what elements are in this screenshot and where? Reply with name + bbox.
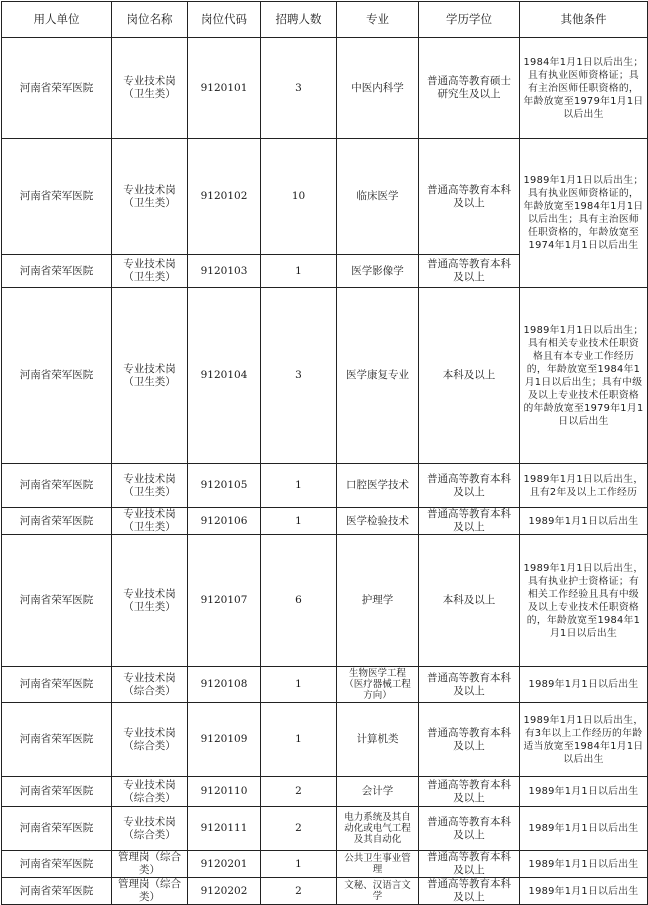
cell-post: 专业技术岗（综合类） bbox=[112, 703, 188, 777]
cell-count: 10 bbox=[261, 139, 337, 255]
cell-edu: 普通高等教育本科及以上 bbox=[419, 508, 520, 535]
recruitment-table bbox=[1, 1, 648, 905]
cell-major: 医学影像学 bbox=[337, 255, 419, 288]
cell-post: 管理岗（综合类） bbox=[112, 851, 188, 878]
cell-unit: 河南省荣军医院 bbox=[2, 288, 112, 464]
cell-count: 1 bbox=[261, 255, 337, 288]
cell-code: 9120101 bbox=[188, 38, 261, 139]
cell-count: 3 bbox=[261, 288, 337, 464]
cell-code: 9120104 bbox=[188, 288, 261, 464]
cell-code: 9120102 bbox=[188, 139, 261, 255]
cell-cond: 1989年1月1日以后出生 bbox=[520, 667, 648, 703]
cell-post: 专业技术岗（卫生类） bbox=[112, 139, 188, 255]
header-post: 岗位名称 bbox=[112, 2, 188, 38]
cell-unit: 河南省荣军医院 bbox=[2, 255, 112, 288]
cell-unit: 河南省荣军医院 bbox=[2, 667, 112, 703]
cell-count: 1 bbox=[261, 508, 337, 535]
header-code: 岗位代码 bbox=[188, 2, 261, 38]
cell-code: 9120103 bbox=[188, 255, 261, 288]
table-row bbox=[2, 667, 648, 703]
cell-count: 6 bbox=[261, 535, 337, 667]
cell-edu: 本科及以上 bbox=[419, 535, 520, 667]
table-row bbox=[2, 508, 648, 535]
cell-major: 计算机类 bbox=[337, 703, 419, 777]
cell-cond: 1989年1月1日以后出生 bbox=[520, 508, 648, 535]
cell-post: 专业技术岗（卫生类） bbox=[112, 255, 188, 288]
cell-edu: 普通高等教育本科及以上 bbox=[419, 703, 520, 777]
cell-code: 9120106 bbox=[188, 508, 261, 535]
table-row bbox=[2, 851, 648, 878]
cell-code: 9120202 bbox=[188, 878, 261, 905]
cell-post: 管理岗（综合类） bbox=[112, 878, 188, 905]
cell-post: 专业技术岗（卫生类） bbox=[112, 508, 188, 535]
cell-edu: 普通高等教育硕士研究生及以上 bbox=[419, 38, 520, 139]
cell-major: 电力系统及其自动化或电气工程及其自动化 bbox=[337, 807, 419, 851]
cell-count: 2 bbox=[261, 807, 337, 851]
header-row bbox=[2, 2, 648, 38]
cell-major: 中医内科学 bbox=[337, 38, 419, 139]
cell-count: 2 bbox=[261, 777, 337, 807]
cell-count: 1 bbox=[261, 667, 337, 703]
cell-edu: 普通高等教育本科及以上 bbox=[419, 777, 520, 807]
table-row bbox=[2, 878, 648, 905]
cell-unit: 河南省荣军医院 bbox=[2, 508, 112, 535]
cell-code: 9120107 bbox=[188, 535, 261, 667]
cell-edu: 普通高等教育本科及以上 bbox=[419, 851, 520, 878]
cell-unit: 河南省荣军医院 bbox=[2, 464, 112, 508]
cell-code: 9120108 bbox=[188, 667, 261, 703]
cell-major: 护理学 bbox=[337, 535, 419, 667]
cell-cond: 1989年1月1日以后出生 bbox=[520, 807, 648, 851]
cell-post: 专业技术岗（综合类） bbox=[112, 807, 188, 851]
cell-code: 9120105 bbox=[188, 464, 261, 508]
cell-major: 会计学 bbox=[337, 777, 419, 807]
cell-major: 临床医学 bbox=[337, 139, 419, 255]
cell-major: 生物医学工程（医疗器械工程方向） bbox=[337, 667, 419, 703]
cell-cond: 1989年1月1日以后出生 bbox=[520, 777, 648, 807]
header-unit: 用人单位 bbox=[2, 2, 112, 38]
cell-code: 9120201 bbox=[188, 851, 261, 878]
table-row bbox=[2, 535, 648, 667]
cell-post: 专业技术岗（卫生类） bbox=[112, 535, 188, 667]
table-row bbox=[2, 139, 648, 255]
cell-edu: 本科及以上 bbox=[419, 288, 520, 464]
cell-cond: 1989年1月1日以后出生；具有相关专业技术任职资格且有本专业工作经历的，年龄放宽至1984年1月1日以后出生；具有中级及以上专业技术任职资格的年龄放宽至1979年1月1日以后出生 bbox=[520, 288, 648, 464]
cell-unit: 河南省荣军医院 bbox=[2, 139, 112, 255]
table-row bbox=[2, 38, 648, 139]
cell-count: 1 bbox=[261, 851, 337, 878]
cell-edu: 普通高等教育本科及以上 bbox=[419, 464, 520, 508]
cell-unit: 河南省荣军医院 bbox=[2, 807, 112, 851]
cell-cond: 1989年1月1日以后出生，且有2年及以上工作经历 bbox=[520, 464, 648, 508]
cell-cond: 1989年1月1日以后出生，具有执业护士资格证；有相关工作经验且具有中级及以上专业技术任职资格的，年龄放宽至1984年1月1日以后出生 bbox=[520, 535, 648, 667]
cell-count: 1 bbox=[261, 464, 337, 508]
cell-cond: 1989年1月1日以后出生，有3年以上工作经历的年龄适当放宽至1984年1月1日以后出生 bbox=[520, 703, 648, 777]
cell-major: 医学康复专业 bbox=[337, 288, 419, 464]
cell-unit: 河南省荣军医院 bbox=[2, 878, 112, 905]
cell-post: 专业技术岗（卫生类） bbox=[112, 38, 188, 139]
cell-post: 专业技术岗（综合类） bbox=[112, 777, 188, 807]
table-row bbox=[2, 777, 648, 807]
cell-post: 专业技术岗（卫生类） bbox=[112, 464, 188, 508]
cell-unit: 河南省荣军医院 bbox=[2, 777, 112, 807]
cell-edu: 普通高等教育本科及以上 bbox=[419, 878, 520, 905]
table-row bbox=[2, 703, 648, 777]
cell-cond: 1984年1月1日以后出生；且有执业医师资格证；具有主治医师任职资格的，年龄放宽至1979年1月1日以后出生 bbox=[520, 38, 648, 139]
header-cond: 其他条件 bbox=[520, 2, 648, 38]
cell-unit: 河南省荣军医院 bbox=[2, 851, 112, 878]
cell-post: 专业技术岗（综合类） bbox=[112, 667, 188, 703]
cell-major: 文秘、汉语言文学 bbox=[337, 878, 419, 905]
cell-unit: 河南省荣军医院 bbox=[2, 38, 112, 139]
cell-edu: 普通高等教育本科及以上 bbox=[419, 255, 520, 288]
header-count: 招聘人数 bbox=[261, 2, 337, 38]
header-major: 专业 bbox=[337, 2, 419, 38]
cell-code: 9120109 bbox=[188, 703, 261, 777]
cell-cond: 1989年1月1日以后出生；具有执业医师资格证的，年龄放宽至1984年1月1日以后出生；具有主治医师任职资格的，年龄放宽至1974年1月1日以后出生 bbox=[520, 139, 648, 288]
table-row bbox=[2, 288, 648, 464]
cell-edu: 普通高等教育本科及以上 bbox=[419, 667, 520, 703]
cell-count: 1 bbox=[261, 703, 337, 777]
cell-post: 专业技术岗（卫生类） bbox=[112, 288, 188, 464]
table-row bbox=[2, 464, 648, 508]
cell-edu: 普通高等教育本科及以上 bbox=[419, 139, 520, 255]
cell-count: 3 bbox=[261, 38, 337, 139]
cell-unit: 河南省荣军医院 bbox=[2, 703, 112, 777]
cell-cond: 1989年1月1日以后出生 bbox=[520, 878, 648, 905]
cell-unit: 河南省荣军医院 bbox=[2, 535, 112, 667]
cell-cond: 1989年1月1日以后出生 bbox=[520, 851, 648, 878]
cell-edu: 普通高等教育本科及以上 bbox=[419, 807, 520, 851]
cell-code: 9120110 bbox=[188, 777, 261, 807]
cell-code: 9120111 bbox=[188, 807, 261, 851]
cell-count: 2 bbox=[261, 878, 337, 905]
cell-major: 口腔医学技术 bbox=[337, 464, 419, 508]
header-edu: 学历学位 bbox=[419, 2, 520, 38]
table-row bbox=[2, 807, 648, 851]
cell-major: 公共卫生事业管理 bbox=[337, 851, 419, 878]
cell-major: 医学检验技术 bbox=[337, 508, 419, 535]
